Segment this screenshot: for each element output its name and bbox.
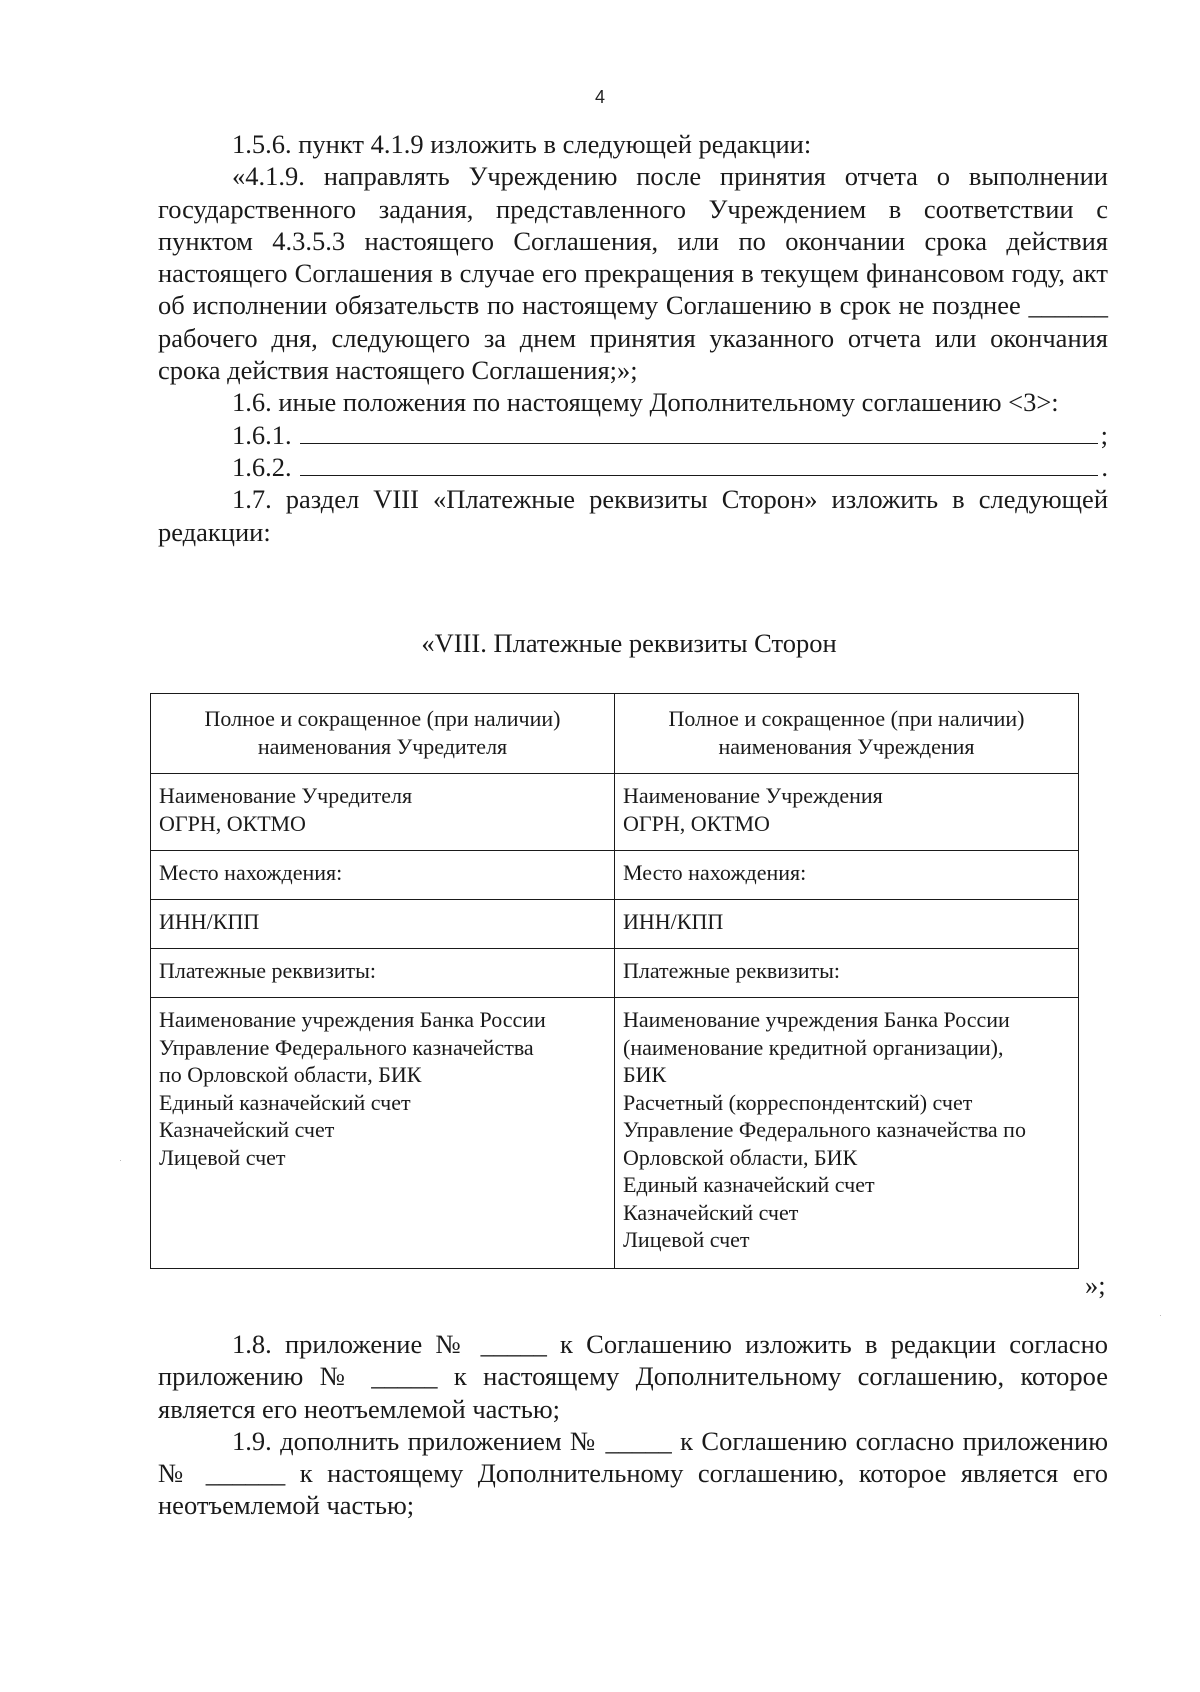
cell-line: Наименование Учредителя bbox=[159, 783, 413, 808]
clause-1-6-1 bbox=[158, 419, 1108, 451]
cell-line: Место нахождения: bbox=[159, 860, 343, 885]
table-row bbox=[151, 900, 1079, 949]
founder-cell bbox=[151, 949, 615, 998]
scan-speck bbox=[120, 1160, 121, 1161]
clause-1-6-2-end: . bbox=[1101, 451, 1108, 482]
lower-text-block bbox=[158, 1328, 1108, 1522]
cell-line: Казначейский счет bbox=[623, 1199, 799, 1225]
cell-line: БИК bbox=[623, 1062, 667, 1087]
header-institution-cell: Полное и сокращенное (при наличии) наименования Учреждения bbox=[615, 694, 1079, 774]
clause-1-6-2-label: 1.6.2. bbox=[232, 451, 292, 482]
cell-line: Казначейский счет bbox=[159, 1117, 335, 1142]
cell-line: ОГРН, ОКТМО bbox=[623, 810, 770, 836]
table-header-row bbox=[151, 694, 1079, 774]
cell-line: ИНН/КПП bbox=[623, 909, 724, 934]
cell-line: ИНН/КПП bbox=[159, 909, 260, 934]
clause-1-6-2-blank-line bbox=[300, 475, 1099, 476]
clause-4-1-9-quote: «4.1.9. направлять Учреждению после принятия отчета о выполнении государственного задания, представленного Учреждением в соответствии с пунктом 4.3.5.3 настоящего Соглашения, или по окончании срока действия настоящего Соглашения в случае его прекращения в текущем финансовом году, акт об исполнении обязательств по настоящему Соглашению в срок не позднее ______ рабочего дня, следующего за днем принятия указанного отчета или окончания срока действия настоящего Соглашения;»; bbox=[158, 161, 1108, 386]
clause-1-6-2 bbox=[158, 451, 1108, 483]
cell-line: по Орловской области, БИК bbox=[159, 1062, 422, 1087]
founder-cell bbox=[151, 774, 615, 851]
cell-line: Платежные реквизиты: bbox=[159, 958, 377, 983]
upper-text-block bbox=[158, 128, 1108, 548]
clause-1-6-1-label: 1.6.1. bbox=[232, 419, 292, 450]
clause-1-7: 1.7. раздел VIII «Платежные реквизиты Сторон» изложить в следующей редакции: bbox=[158, 484, 1108, 547]
founder-cell bbox=[151, 998, 615, 1269]
scan-speck bbox=[1160, 1315, 1161, 1316]
clause-1-6-1-blank-line bbox=[300, 443, 1098, 444]
cell-line: Наименование Учреждения bbox=[623, 783, 883, 808]
cell-line: Наименование учреждения Банка России bbox=[623, 1007, 1010, 1032]
cell-line: Орловской области, БИК bbox=[623, 1144, 858, 1170]
page-number: 4 bbox=[594, 87, 605, 107]
table-row bbox=[151, 774, 1079, 851]
table-heading: «VIII. Платежные реквизиты Сторон bbox=[421, 628, 837, 658]
institution-cell bbox=[615, 851, 1079, 900]
cell-line: Единый казначейский счет bbox=[159, 1089, 411, 1115]
table-row bbox=[151, 949, 1079, 998]
institution-cell bbox=[615, 900, 1079, 949]
table-row bbox=[151, 998, 1079, 1269]
institution-cell bbox=[615, 774, 1079, 851]
founder-cell bbox=[151, 900, 615, 949]
cell-line: Единый казначейский счет bbox=[623, 1172, 875, 1197]
cell-line: Место нахождения: bbox=[623, 860, 807, 885]
payment-details-table bbox=[150, 693, 1079, 1269]
table-closing-quote: »; bbox=[1085, 1270, 1106, 1300]
clause-1-6: 1.6. иные положения по настоящему Дополнительному соглашению <3>: bbox=[232, 387, 1059, 418]
cell-line: ОГРН, ОКТМО bbox=[159, 810, 306, 836]
institution-cell bbox=[615, 949, 1079, 998]
clause-1-8: 1.8. приложение № _____ к Соглашению изложить в редакции согласно приложению № _____ к настоящему Дополнительному соглашению, которое является его неотъемлемой частью; bbox=[158, 1329, 1108, 1424]
clause-1-9: 1.9. дополнить приложением № _____ к Соглашению согласно приложению № ______ к настоящему Дополнительному соглашению, которое является его неотъемлемой частью; bbox=[158, 1425, 1108, 1521]
cell-line: Лицевой счет bbox=[159, 1144, 286, 1170]
cell-line: Расчетный (корреспондентский) счет bbox=[623, 1089, 973, 1115]
founder-cell bbox=[151, 851, 615, 900]
cell-line: Управление Федерального казначейства bbox=[159, 1034, 534, 1060]
cell-line: Наименование учреждения Банка России bbox=[159, 1007, 546, 1032]
cell-line: Управление Федерального казначейства по bbox=[623, 1117, 1026, 1142]
header-founder-cell: Полное и сокращенное (при наличии) наименования Учредителя bbox=[151, 694, 615, 774]
clause-1-6-1-end: ; bbox=[1100, 419, 1108, 450]
cell-line: Платежные реквизиты: bbox=[623, 958, 841, 983]
table-row bbox=[151, 851, 1079, 900]
clause-1-5-6-intro: 1.5.6. пункт 4.1.9 изложить в следующей редакции: bbox=[232, 129, 812, 159]
cell-line: Лицевой счет bbox=[623, 1227, 750, 1252]
institution-cell bbox=[615, 998, 1079, 1269]
cell-line: (наименование кредитной организации), bbox=[623, 1034, 1004, 1060]
